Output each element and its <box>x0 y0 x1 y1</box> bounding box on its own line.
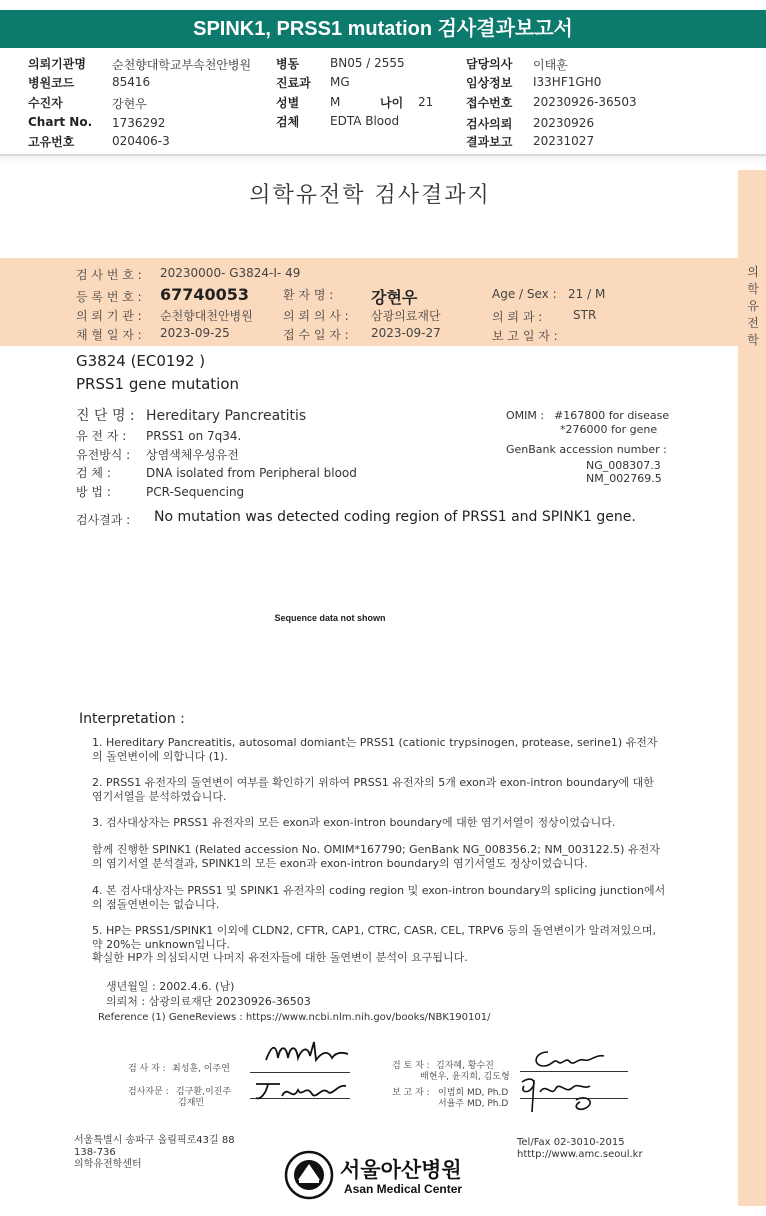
omim-gene: *276000 for gene <box>560 423 658 436</box>
meta-value: I33HF1GH0 <box>533 75 602 89</box>
logo-korean: 서울아산병원 <box>340 1158 462 1182</box>
interp-p3: 3. 검사대상자는 PRSS1 유전자의 모든 exon과 exon-intron boundary에 대한 염기서열이 정상이었습니다. <box>92 816 616 829</box>
meta-label: 고유번호 <box>28 135 75 149</box>
footer-address <box>74 1135 235 1171</box>
meta-label: 병동 <box>276 57 300 71</box>
test-info-value: PCR-Sequencing <box>146 485 245 499</box>
test-info-row <box>76 427 241 444</box>
meta-label: 성별 <box>276 96 300 110</box>
meta-label: 임상정보 <box>466 76 513 90</box>
tester-signature-icon <box>262 1034 352 1070</box>
reviewer-label: 검 토 자 : <box>392 1061 430 1071</box>
test-info-value: Hereditary Pancreatitis <box>146 408 307 424</box>
genbank-ng: NG_008307.3 <box>586 459 661 472</box>
advisor-names-2: 김재민 <box>178 1098 205 1108</box>
test-no-label: 검 사 번 호 : <box>76 268 142 282</box>
meta-label: 검사의뢰 <box>466 117 513 131</box>
asan-seal-icon <box>284 1150 334 1200</box>
advisor-signature-icon <box>252 1076 352 1106</box>
meta-label: 결과보고 <box>466 135 513 149</box>
genbank-label: GenBank accession number : <box>506 443 667 456</box>
reg-no: 67740053 <box>160 285 250 304</box>
test-info-key: 검 체 : <box>76 466 111 480</box>
address-line-2: 138-736 <box>74 1147 116 1158</box>
meta-value: 20231027 <box>533 134 595 148</box>
patient-band <box>0 258 766 346</box>
test-info-key: 진 단 명 : <box>76 408 135 424</box>
tester-names: 최성훈, 이주연 <box>172 1064 230 1074</box>
patient-label: 환 자 명 : <box>283 288 334 302</box>
age-value: 21 <box>418 95 434 109</box>
result-value: No mutation was detected coding region of PRSS1 and SPINK1 gene. <box>154 509 636 525</box>
dept-label: 의 뢰 과 : <box>492 310 543 324</box>
meta-value: MG <box>330 75 350 89</box>
advisor-names-1: 김구환,이진주 <box>176 1087 232 1097</box>
org: 순천향대천안병원 <box>160 309 253 323</box>
report-date-label: 보 고 일 자 : <box>492 329 558 343</box>
patient-name: 강현우 <box>371 288 418 307</box>
reviewer-signature-icon <box>528 1044 608 1074</box>
meta-value: 순천향대학교부속천안병원 <box>112 58 252 72</box>
meta-label: Chart No. <box>28 115 93 129</box>
receive-label: 접 수 일 자 : <box>283 328 349 342</box>
interp-p5: 5. HP는 PRSS1/SPINK1 이외에 CLDN2, CFTR, CAP1, CTRC, CASR, CEL, TRPV6 등의 돌연변이가 알려져있으며, 약 20%는 unknown입니다. <box>92 924 657 951</box>
receive-date: 2023-09-27 <box>371 326 441 340</box>
test-info-value: DNA isolated from Peripheral blood <box>146 466 357 480</box>
meta-label: 병원코드 <box>28 76 75 90</box>
meta-label: 담당의사 <box>466 57 513 71</box>
report-title: SPINK1, PRSS1 mutation 검사결과보고서 <box>0 10 766 48</box>
interp-p4: 4. 본 검사대상자는 PRSS1 및 SPINK1 유전자의 coding region 및 exon-intron boundary의 splicing junction에서의 점돌연변이는 없습니다. <box>92 884 666 911</box>
test-info-row <box>76 464 357 481</box>
test-info-key: 방 법 : <box>76 485 111 499</box>
meta-value: 85416 <box>112 75 151 89</box>
interp-p5b: 확실한 HP가 의심되시면 나머지 유전자들에 대한 돌연변이 분석이 요구됩니다. <box>92 951 468 964</box>
sequence-note: Sequence data not shown <box>274 613 386 623</box>
meta-value: 1736292 <box>112 116 166 130</box>
org-label: 의 뢰 기 관 : <box>76 309 142 323</box>
meta-value: 20230926-36503 <box>533 95 637 109</box>
meta-label: 접수번호 <box>466 96 513 110</box>
test-no: 20230000- G3824-I- 49 <box>160 266 301 280</box>
meta-value: M <box>330 95 341 109</box>
meta-value: BN05 / 2555 <box>330 56 405 70</box>
reporter-names-1: 이범희 MD, Ph.D <box>438 1088 509 1098</box>
meta-value: EDTA Blood <box>330 114 400 128</box>
test-info-key: 유 전 자 : <box>76 429 127 443</box>
address-line-1: 서울특별시 송파구 올림픽로43길 88 <box>74 1135 235 1146</box>
website: htttp://www.amc.seoul.kr <box>517 1149 643 1160</box>
result-label: 검사결과 : <box>76 513 131 527</box>
meta-divider <box>0 154 766 164</box>
interp-p2: 2. PRSS1 유전자의 돌연변이 여부를 확인하기 위하여 PRSS1 유전자의 5개 exon과 exon-intron boundary에 대한 염기서열을 분석하였습니다. <box>92 776 654 803</box>
reference: Reference (1) GeneReviews : https://www.ncbi.nlm.nih.gov/books/NBK190101/ <box>98 1012 491 1023</box>
interpretation-title: Interpretation : <box>79 711 185 727</box>
reporter-label: 보 고 자 : <box>392 1088 430 1098</box>
doctor: 삼광의료재단 <box>371 309 441 323</box>
meta-label: 의뢰기관명 <box>28 57 86 71</box>
test-info-value: PRSS1 on 7q34. <box>146 429 242 443</box>
reviewer-names-2: 배현우, 윤지희, 김도형 <box>420 1072 510 1082</box>
test-info-row <box>76 405 306 425</box>
age-sex-label: Age / Sex : <box>492 287 557 301</box>
test-info-value: 상염색체우성유전 <box>146 448 239 462</box>
doctor-label: 의 뢰 의 사 : <box>283 309 349 323</box>
collect-date: 2023-09-25 <box>160 326 230 340</box>
reg-no-label: 등 록 번 호 : <box>76 290 142 304</box>
dept: STR <box>573 308 597 322</box>
meta-value: 이태훈 <box>533 58 568 72</box>
interp-p3b: 함께 진행한 SPINK1 (Related accession No. OMIM*167790; GenBank NG_008356.2; NM_003122.5) 유전자의 염기서열 분석결과, SPINK1의 모든 exon과 exon-intron boundary의 염기서열도 정상이었습니다. <box>92 843 660 870</box>
gene-title: PRSS1 gene mutation <box>76 375 240 393</box>
reviewer-names-1: 김자혜, 황수진 <box>436 1061 494 1071</box>
meta-label: 검체 <box>276 115 300 129</box>
vertical-label: 의학유전학 <box>747 265 759 347</box>
genbank-nm: NM_002769.5 <box>586 472 662 485</box>
advisor-label: 검사자문 : <box>128 1087 169 1097</box>
hospital-logo <box>284 1150 484 1202</box>
meta-value: 강현우 <box>112 97 147 111</box>
document-title: 의학유전학 검사결과지 <box>249 183 491 208</box>
meta-value: 20230926 <box>533 116 595 130</box>
interp-p1: 1. Hereditary Pancreatitis, autosomal domiant는 PRSS1 (cationic trypsinogen, protease, serine1) 유전자의 돌연변이에 의합니다 (1). <box>92 736 658 763</box>
meta-label: 수진자 <box>28 96 63 110</box>
referral: 의뢰처 : 삼광의료재단 20230926-36503 <box>106 995 311 1008</box>
test-info-row <box>76 446 239 463</box>
omim-disease: #167800 for disease <box>554 409 670 422</box>
footer-contact <box>517 1137 643 1161</box>
address-line-3: 의학유전학센터 <box>74 1159 142 1170</box>
logo-english: Asan Medical Center <box>344 1182 463 1196</box>
age-sex: 21 / M <box>568 287 606 301</box>
birth-date: 생년월일 : 2002.4.6. (남) <box>106 980 235 993</box>
reporter-signature-icon <box>516 1072 606 1116</box>
meta-value: 020406-3 <box>112 134 170 148</box>
test-info-row <box>76 483 244 500</box>
test-info-key: 유전방식 : <box>76 448 131 462</box>
tel-fax: Tel/Fax 02-3010-2015 <box>517 1137 625 1148</box>
tester-sign-line <box>250 1072 350 1073</box>
reporter-names-2: 서율주 MD, Ph.D <box>438 1099 509 1109</box>
omim-label: OMIM : <box>506 409 545 422</box>
tester-label: 검 사 자 : <box>128 1064 166 1074</box>
meta-label: 진료과 <box>276 76 311 90</box>
test-code: G3824 (EC0192 ) <box>76 352 206 370</box>
age-label: 나이 <box>380 96 404 110</box>
collect-label: 채 혈 일 자 : <box>76 328 142 342</box>
